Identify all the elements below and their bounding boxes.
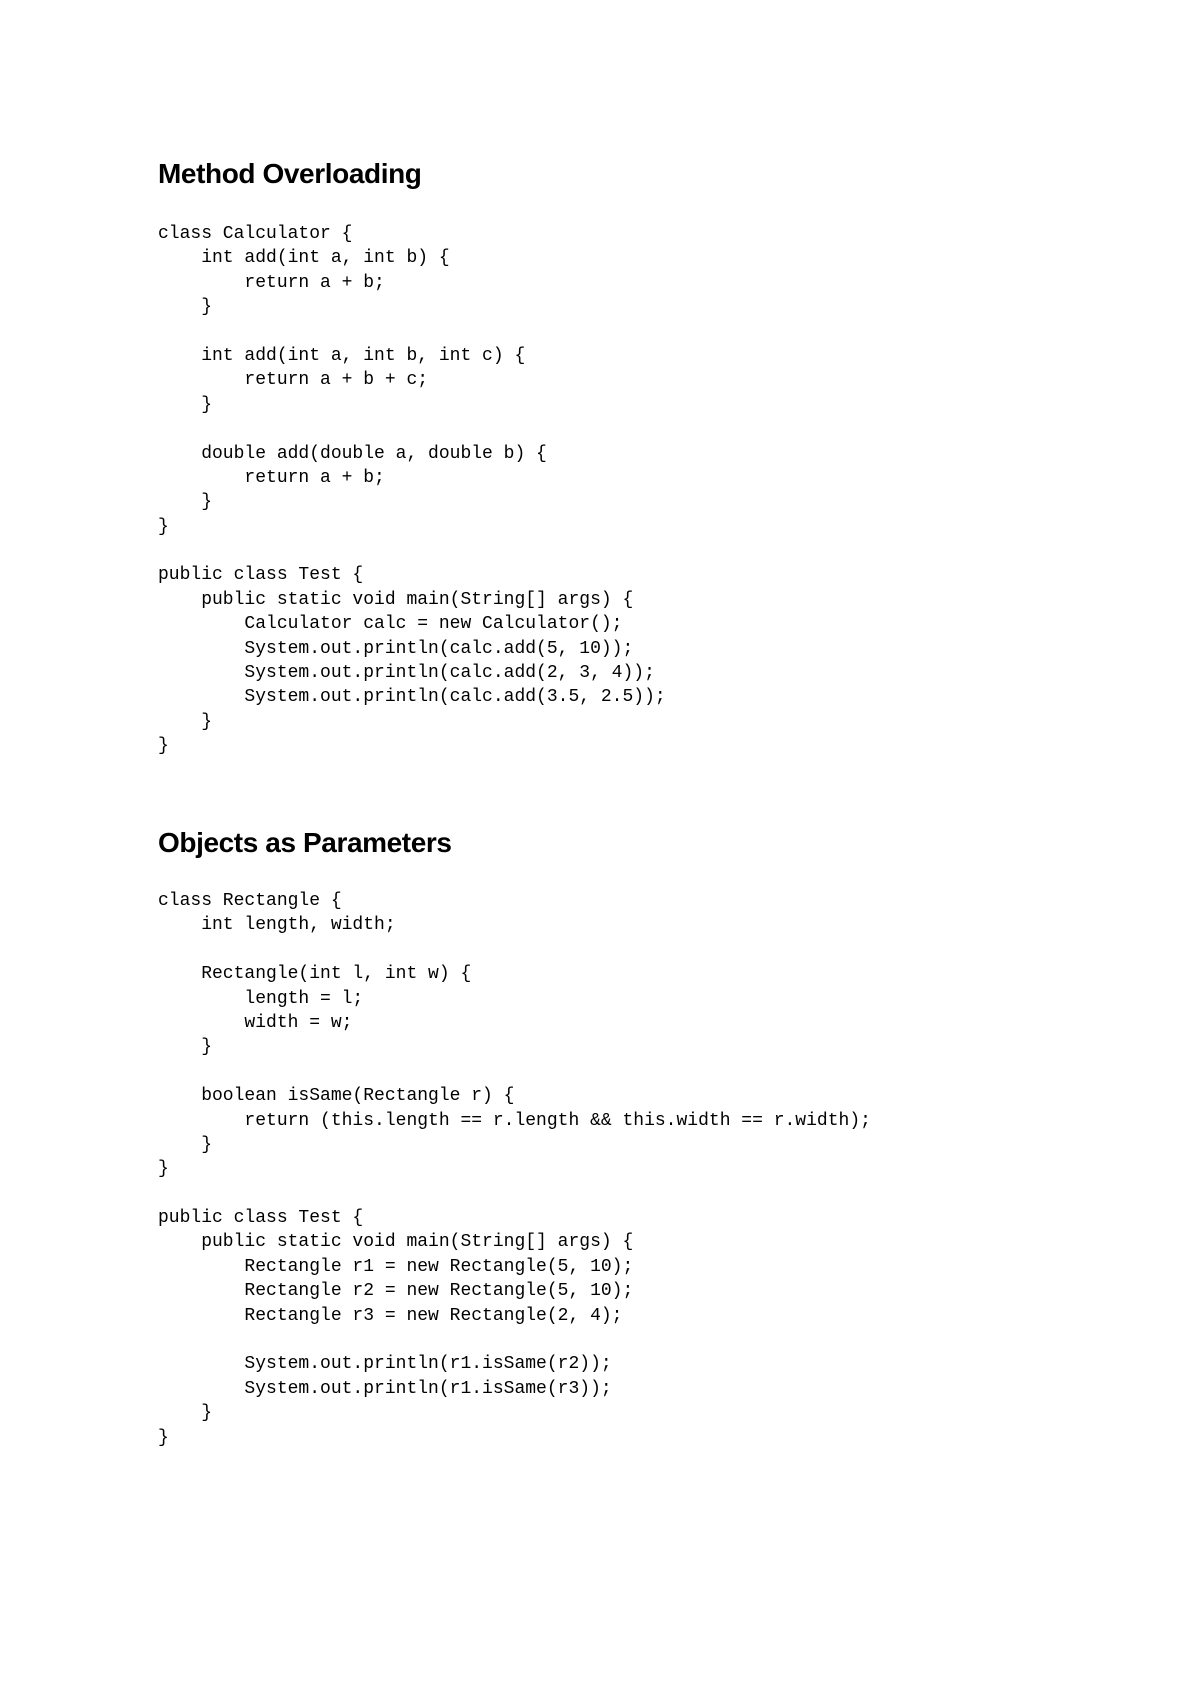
section-title-objects-as-parameters: Objects as Parameters	[158, 827, 452, 858]
code-line: int add(int a, int b, int c) {	[158, 345, 526, 366]
code-line: int length, width;	[158, 915, 396, 936]
code-line: int add(int a, int b) {	[158, 248, 450, 269]
code-line: public static void main(String[] args) {	[158, 589, 634, 610]
code-line: System.out.println(r1.isSame(r3));	[158, 1378, 612, 1399]
code-line	[158, 1182, 871, 1206]
section-title-method-overloading: Method Overloading	[158, 158, 422, 189]
code-line: }	[158, 492, 213, 513]
code-line	[158, 938, 871, 962]
code-line: Rectangle r3 = new Rectangle(2, 4);	[158, 1305, 623, 1326]
code-line: class Rectangle {	[158, 891, 342, 911]
code-line: }	[158, 736, 169, 757]
code-line: return (this.length == r.length && this.width == r.width);	[158, 1110, 871, 1131]
code-line	[158, 1060, 871, 1084]
code-line: public static void main(String[] args) {	[158, 1232, 634, 1253]
code-line: class Calculator {	[158, 224, 353, 244]
code-line: System.out.println(r1.isSame(r2));	[158, 1354, 612, 1375]
code-line: }	[158, 394, 213, 415]
code-line: Calculator calc = new Calculator();	[158, 614, 623, 635]
code-line: System.out.println(calc.add(5, 10));	[158, 638, 634, 659]
code-line: length = l;	[158, 988, 364, 1009]
code-line: width = w;	[158, 1012, 353, 1033]
code-line: boolean isSame(Rectangle r) {	[158, 1086, 515, 1107]
code-line: public class Test {	[158, 1208, 364, 1229]
code-line: }	[158, 1159, 169, 1180]
code-line: }	[158, 1037, 213, 1058]
code-line: }	[158, 516, 169, 537]
code-line: Rectangle r2 = new Rectangle(5, 10);	[158, 1281, 634, 1302]
code-line: double add(double a, double b) {	[158, 443, 547, 464]
code-line	[158, 320, 666, 344]
code-line: public class Test {	[158, 565, 364, 586]
code-line: System.out.println(calc.add(3.5, 2.5));	[158, 687, 666, 708]
code-block-method-overloading	[158, 222, 666, 759]
code-line	[158, 539, 666, 563]
code-line: System.out.println(calc.add(2, 3, 4));	[158, 663, 655, 684]
code-line: }	[158, 297, 213, 318]
code-line	[158, 417, 666, 441]
code-line: }	[158, 1134, 213, 1155]
code-line: Rectangle(int l, int w) {	[158, 964, 472, 985]
code-line	[158, 1328, 871, 1352]
code-line: return a + b;	[158, 272, 385, 293]
code-block-objects-as-parameters	[158, 889, 871, 1450]
code-line: return a + b;	[158, 467, 385, 488]
code-line: return a + b + c;	[158, 370, 429, 391]
code-line: }	[158, 711, 213, 732]
code-line: }	[158, 1427, 169, 1448]
code-line: }	[158, 1403, 213, 1424]
code-line: Rectangle r1 = new Rectangle(5, 10);	[158, 1256, 634, 1277]
